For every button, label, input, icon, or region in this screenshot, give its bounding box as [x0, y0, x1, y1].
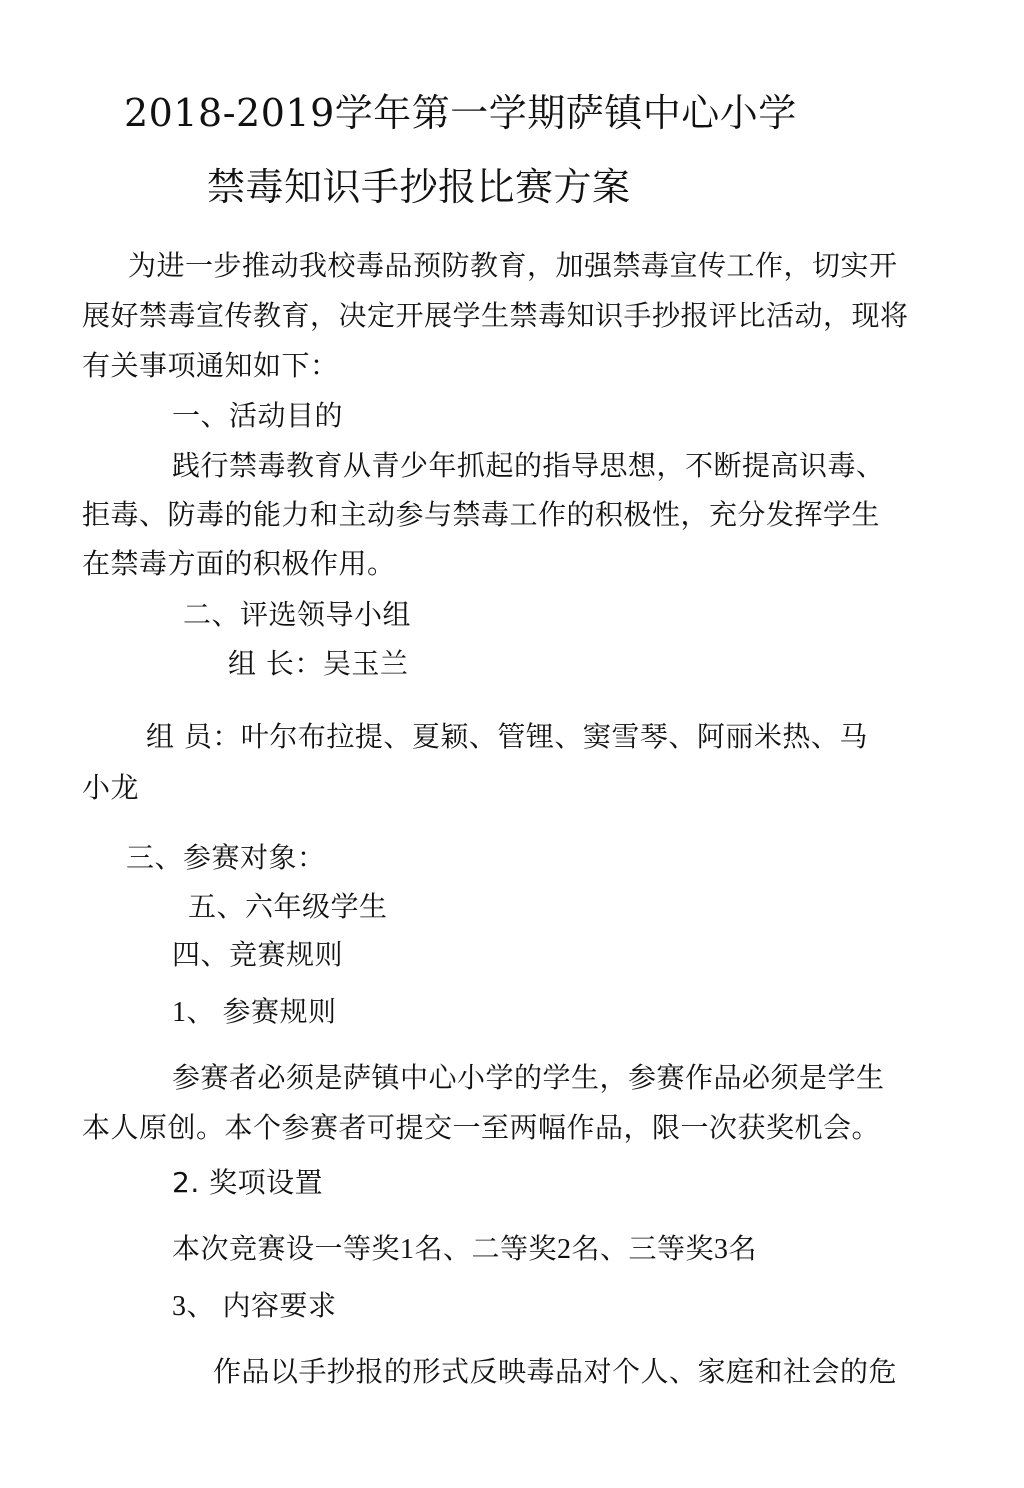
section-heading-leadership: 二、评选领导小组 [183, 598, 412, 631]
rule-1-paragraph-line: 本人原创。本个参赛者可提交一至两幅作品，限一次获奖机会。 [82, 1111, 881, 1144]
purpose-paragraph-line: 践行禁毒教育从青少年抓起的指导思想，不断提高识毒、 [172, 449, 885, 482]
rule-2-heading: 2. 奖项设置 [172, 1166, 324, 1199]
group-members-line: 小龙 [82, 771, 140, 804]
participants-target: 五、六年级学生 [188, 890, 388, 923]
purpose-paragraph-line: 拒毒、防毒的能力和主动参与禁毒工作的积极性，充分发挥学生 [82, 498, 881, 531]
rule-1-heading: 1、 参赛规则 [172, 997, 337, 1028]
group-leader: 组 长：吴玉兰 [228, 647, 409, 680]
rule-3-heading: 3、 内容要求 [172, 1291, 337, 1322]
purpose-paragraph-line: 在禁毒方面的积极作用。 [82, 547, 396, 580]
intro-paragraph-line: 展好禁毒宣传教育，决定开展学生禁毒知识手抄报评比活动，现将 [82, 299, 909, 332]
document-title-line-2: 禁毒知识手抄报比赛方案 [207, 165, 631, 209]
document-title-line-1: 2018-2019学年第一学期萨镇中心小学 [124, 91, 797, 135]
rule-3-paragraph-line: 作品以手抄报的形式反映毒品对个人、家庭和社会的危 [213, 1355, 898, 1388]
group-members-line: 组 员：叶尔布拉提、夏颖、管锂、窦雪琴、阿丽米热、马 [146, 720, 868, 753]
rule-1-paragraph-line: 参赛者必须是萨镇中心小学的学生，参赛作品必须是学生 [172, 1061, 885, 1094]
section-heading-rules: 四、竞赛规则 [172, 938, 344, 971]
intro-paragraph-line: 为进一步推动我校毒品预防教育，加强禁毒宣传工作，切实开 [128, 249, 898, 282]
rule-2-text: 本次竞赛设一等奖1名、二等奖2名、三等奖3名 [172, 1234, 758, 1265]
intro-paragraph-line: 有关事项通知如下： [82, 349, 339, 382]
section-heading-purpose: 一、活动目的 [172, 399, 344, 432]
section-heading-participants: 三、参赛对象： [126, 841, 326, 874]
